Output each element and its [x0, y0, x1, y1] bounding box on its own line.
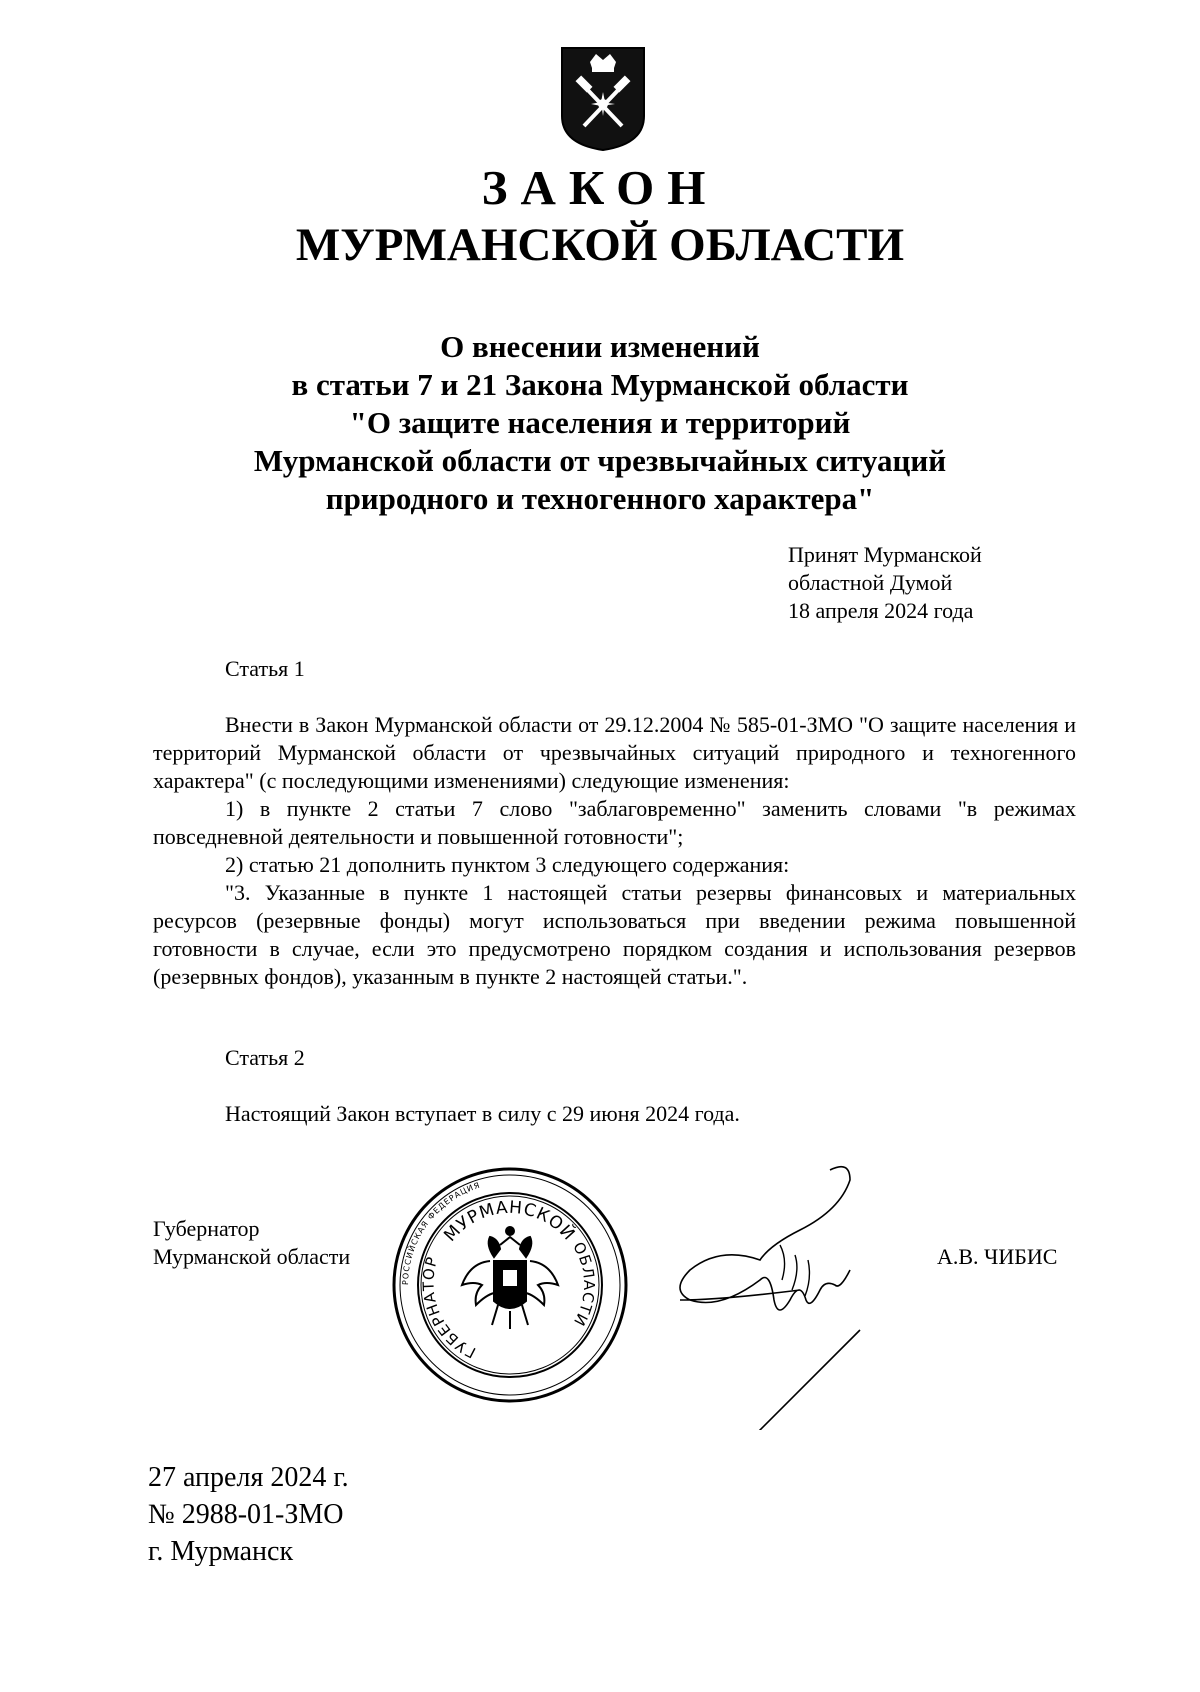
coat-of-arms-emblem — [560, 44, 646, 152]
region-title: МУРМАНСКОЙ ОБЛАСТИ — [295, 219, 905, 271]
seal-top-text: МУРМАНСКОЙ — [440, 1197, 579, 1246]
signer-position — [153, 1215, 350, 1271]
law-title: ЗАКОН — [481, 160, 719, 215]
seal-outer-text: РОССИЙСКАЯ ФЕДЕРАЦИЯ — [400, 1180, 482, 1286]
article-2-heading: Статья 2 — [225, 1045, 305, 1070]
article-2-body — [153, 1100, 1076, 1128]
signing-details — [148, 1459, 349, 1570]
subject-line: "О защите населения и территорий — [349, 405, 851, 440]
article-1-item-1: 1) в пункте 2 статьи 7 слово "заблаговременно" заменить словами "в режимах повседневной деятельности и повышенной готовности"; — [153, 796, 1076, 849]
subject-line: в статьи 7 и 21 Закона Мурманской области — [291, 367, 909, 402]
article-2-text: Настоящий Закон вступает в силу с 29 июня 2024 года. — [225, 1101, 740, 1126]
adoption-note — [788, 541, 982, 625]
subject-line: Мурманской области от чрезвычайных ситуаций — [253, 443, 947, 478]
official-seal — [390, 1165, 630, 1405]
seal-left-text: ГУБЕРНАТОР — [419, 1254, 479, 1362]
handwritten-signature — [660, 1150, 880, 1430]
signing-date: 27 апреля 2024 г. — [148, 1462, 349, 1493]
law-subject — [130, 328, 1070, 518]
eagle-icon — [462, 1227, 558, 1329]
article-1-item-3: "3. Указанные в пункте 1 настоящей статьи резервы финансовых и материальных ресурсов (резервные фонды) могут использоваться при введении режима повышенной готовности в случае, если это предусмотрено порядком создания и использования резервов (резервных фондов), указанным в пункте 2 настоящей статьи.". — [153, 880, 1076, 989]
signer-position-line: Мурманской области — [153, 1244, 351, 1269]
law-number: № 2988-01-ЗМО — [148, 1499, 344, 1530]
article-1-body — [153, 711, 1076, 991]
article-1-item-2: 2) статью 21 дополнить пунктом 3 следующего содержания: — [225, 852, 790, 877]
seal-right-text: ОБЛАСТИ — [569, 1239, 599, 1330]
adoption-date: 18 апреля 2024 года — [788, 598, 974, 623]
article-1-intro: Внести в Закон Мурманской области от 29.12.2004 № 585-01-ЗМО "О защите населения и территорий Мурманской области от чрезвычайных ситуаций природного и техногенного характера" (с последующими изменениями) следующие изменения: — [153, 712, 1076, 793]
article-1-heading: Статья 1 — [225, 656, 305, 681]
signing-city: г. Мурманск — [148, 1536, 294, 1567]
subject-line: О внесении изменений — [440, 329, 760, 364]
signer-position-line: Губернатор — [153, 1216, 260, 1241]
signer-name: А.В. ЧИБИС — [937, 1244, 1058, 1269]
adoption-line: Принят Мурманской — [788, 542, 982, 567]
adoption-line: областной Думой — [788, 570, 953, 595]
subject-line: природного и техногенного характера" — [325, 481, 875, 516]
